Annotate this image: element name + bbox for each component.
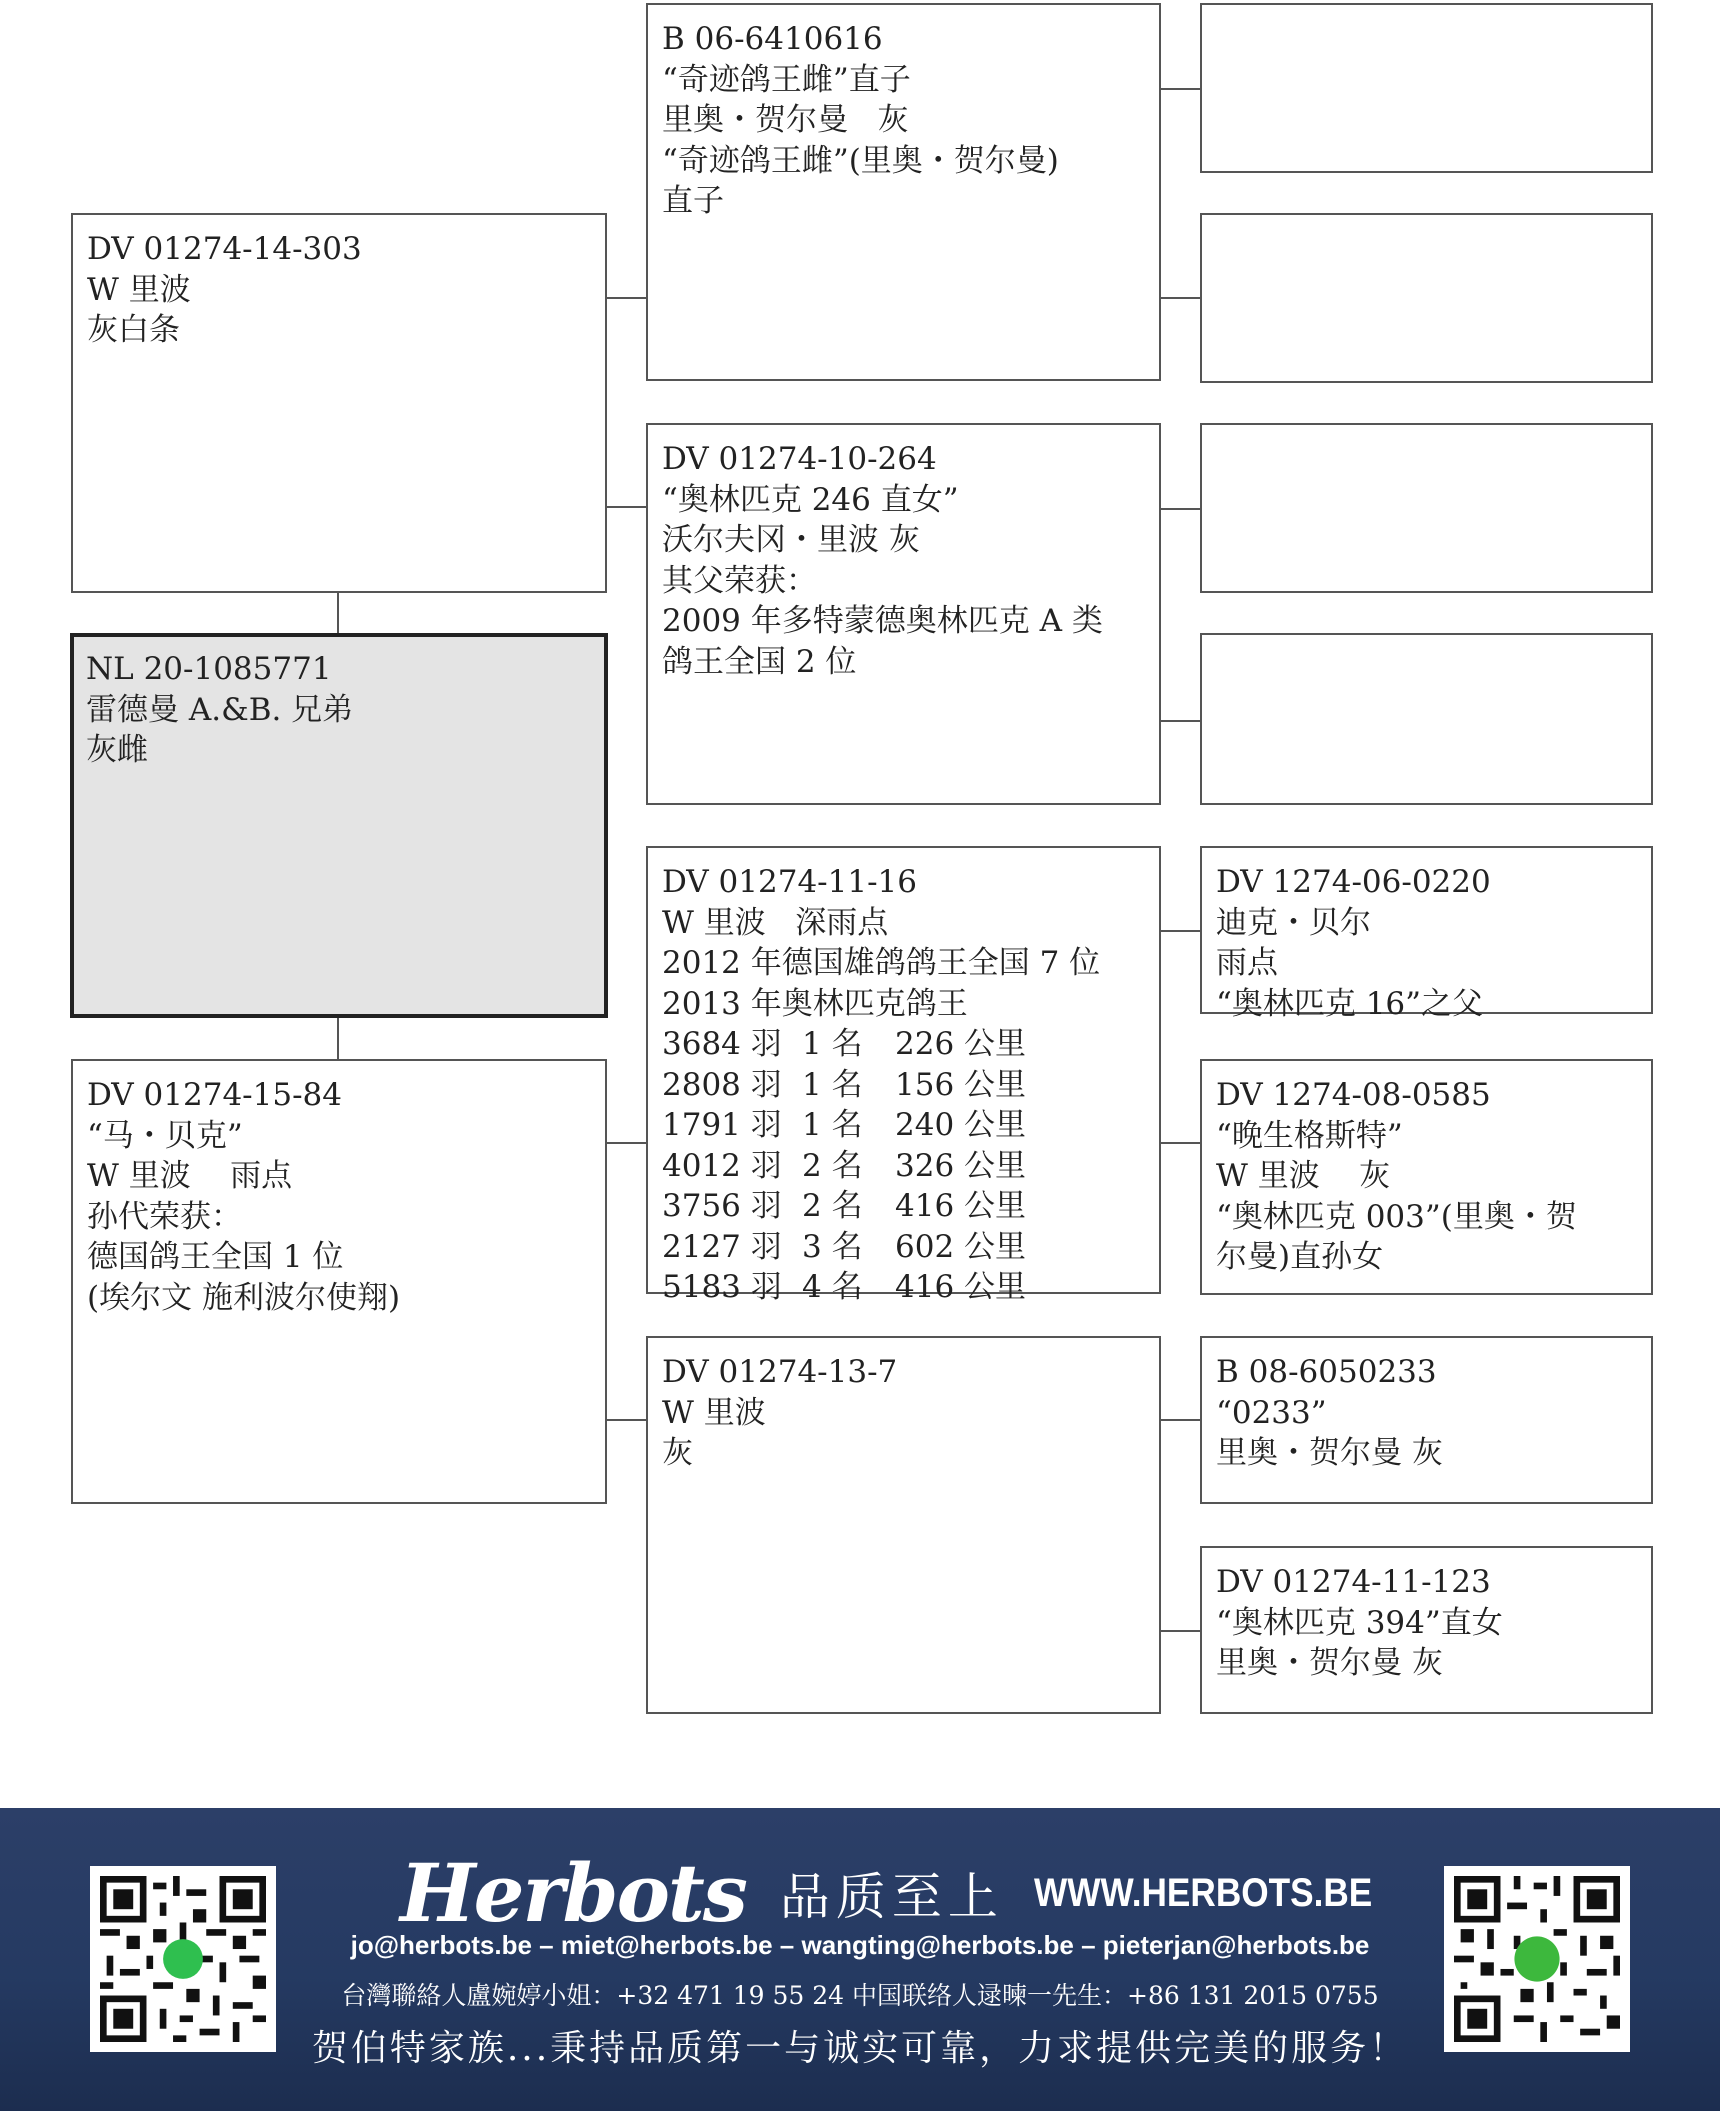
result-row: 1791 羽 1 名 240 公里 xyxy=(662,1107,1027,1143)
subject-ring: NL 20-1085771 xyxy=(86,651,332,687)
sire-dam-note: 2009 年多特蒙德奥林匹克 A 类 xyxy=(662,603,1103,639)
connector xyxy=(606,1419,646,1421)
dam-breeder: W 里波 雨点 xyxy=(87,1158,293,1194)
result-row: 5183 羽 4 名 416 公里 xyxy=(662,1269,1027,1305)
sire-ring: DV 01274-14-303 xyxy=(87,231,362,267)
sire-sire-ring: B 06-6410616 xyxy=(662,21,883,57)
connector xyxy=(606,297,646,299)
sire-dam-note: 鸽王全国 2 位 xyxy=(662,643,857,680)
dam-sire-note: 2012 年德国雄鸽鸽王全国 7 位 xyxy=(662,945,1101,981)
connector xyxy=(1160,930,1200,932)
gen4-ring: DV 01274-11-123 xyxy=(1216,1564,1491,1600)
gen4-ring: DV 1274-06-0220 xyxy=(1216,864,1491,900)
contact-line: 台灣聯絡人盧婉婷小姐：+32 471 19 55 24 中国联络人逯暕一先生：+86 131 2015 0755 xyxy=(341,1981,1379,2010)
connector xyxy=(1160,88,1200,90)
sire-sire-note: “奇迹鸽王雌”(里奥・贺尔曼) xyxy=(662,142,1059,179)
dam-dam-breeder: W 里波 xyxy=(662,1394,766,1431)
sire-breeder: W 里波 xyxy=(87,271,191,308)
connector xyxy=(1160,508,1200,510)
sire-box xyxy=(71,213,607,593)
qr-code-line[interactable] xyxy=(90,1866,276,2052)
result-row: 3684 羽 1 名 226 公里 xyxy=(662,1026,1027,1062)
result-row: 3756 羽 2 名 416 公里 xyxy=(662,1188,1027,1224)
connector xyxy=(1160,1419,1200,1421)
dam-dam-ring: DV 01274-13-7 xyxy=(662,1354,898,1390)
gen4-dam-sire-sire-box xyxy=(1200,846,1653,1022)
qr-code-wechat[interactable] xyxy=(1444,1866,1630,2052)
dam-sire-breeder: W 里波 深雨点 xyxy=(662,904,889,941)
gen4-dam-dam-dam-box xyxy=(1200,1546,1653,1714)
herbots-logo: Herbots xyxy=(400,1846,746,1940)
dam-note: 孙代荣获： xyxy=(87,1198,242,1235)
dam-dam-box xyxy=(646,1336,1161,1714)
subject-breeder: 雷德曼 A.&B. 兄弟 xyxy=(86,691,354,728)
gen4-empty-box xyxy=(1200,633,1653,805)
dam-box xyxy=(71,1059,607,1504)
website-link[interactable]: WWW.HERBOTS.BE xyxy=(1033,1870,1373,1915)
connector xyxy=(1160,297,1200,299)
gen4-breeder: 里奥・贺尔曼 灰 xyxy=(1216,1435,1443,1471)
gen4-ring: DV 1274-08-0585 xyxy=(1216,1077,1491,1113)
gen4-breeder: W 里波 灰 xyxy=(1216,1158,1391,1194)
gen4-empty-box xyxy=(1200,423,1653,593)
dam-name: “马・贝克” xyxy=(87,1117,243,1154)
result-row: 2808 羽 1 名 156 公里 xyxy=(662,1066,1027,1103)
gen4-note: “奥林匹克 16”之父 xyxy=(1216,985,1483,1022)
sire-sire-note: 直子 xyxy=(662,183,724,219)
email-list[interactable]: jo@herbots.be – miet@herbots.be – wangting@herbots.be – pieterjan@herbots.be xyxy=(350,1930,1370,1960)
motto-text: 贺伯特家族...秉持品质第一与诚实可靠，力求提供完美的服务！ xyxy=(311,2028,1409,2069)
subject-box xyxy=(70,633,608,1018)
dam-sire-note: 2013 年奥林匹克鸽王 xyxy=(662,985,968,1022)
gen4-breeder: 里奥・贺尔曼 灰 xyxy=(1216,1645,1443,1681)
gen4-breeder: 迪克・贝尔 xyxy=(1216,904,1371,941)
dam-ring: DV 01274-15-84 xyxy=(87,1077,343,1113)
sire-dam-name: “奥林匹克 246 直女” xyxy=(662,481,959,518)
sire-dam-breeder: 沃尔夫冈・里波 灰 xyxy=(662,522,920,558)
gen4-name: “0233” xyxy=(1216,1394,1327,1431)
sire-sire-name: “奇迹鸽王雌”直子 xyxy=(662,61,911,98)
sire-dam-note: 其父荣获： xyxy=(662,562,817,599)
connector xyxy=(606,1142,646,1144)
brand-bar xyxy=(400,1848,1418,1938)
gen4-dam-sire-dam-box xyxy=(1200,1059,1653,1295)
result-row: 4012 羽 2 名 326 公里 xyxy=(662,1147,1027,1184)
connector xyxy=(1160,720,1200,722)
connector xyxy=(1160,1142,1200,1144)
sire-color: 灰白条 xyxy=(87,312,180,348)
connector xyxy=(337,1017,339,1059)
connector xyxy=(606,506,646,508)
gen4-name: “奥林匹克 394”直女 xyxy=(1216,1604,1503,1641)
subject-color: 灰雌 xyxy=(86,732,148,768)
qr-code-icon xyxy=(1454,1876,1620,2042)
gen4-empty-box xyxy=(1200,3,1653,173)
dam-note: (埃尔文 施利波尔使翔) xyxy=(87,1279,401,1316)
connector xyxy=(337,592,339,634)
sire-sire-breeder: 里奥・贺尔曼 灰 xyxy=(662,102,909,138)
connector xyxy=(1160,1630,1200,1632)
gen4-name: “晚生格斯特” xyxy=(1216,1117,1403,1154)
sire-dam-box xyxy=(646,423,1161,805)
brand-slogan: 品质至上 xyxy=(779,1868,1004,1926)
gen4-empty-box xyxy=(1200,213,1653,383)
wechat-icon xyxy=(1514,1936,1559,1981)
dam-note: 德国鸽王全国 1 位 xyxy=(87,1239,344,1275)
gen4-note: “奥林匹克 003”(里奥・贺 xyxy=(1216,1198,1577,1235)
line-icon xyxy=(163,1939,203,1979)
gen4-note: 尔曼)直孙女 xyxy=(1216,1239,1384,1275)
qr-code-icon xyxy=(100,1876,266,2042)
result-row: 2127 羽 3 名 602 公里 xyxy=(662,1228,1027,1265)
dam-sire-ring: DV 01274-11-16 xyxy=(662,864,918,900)
results-table xyxy=(662,1024,1145,1308)
sire-dam-ring: DV 01274-10-264 xyxy=(662,441,937,477)
footer-banner xyxy=(0,1808,1720,2111)
gen4-color: 雨点 xyxy=(1216,945,1278,981)
dam-dam-color: 灰 xyxy=(662,1435,693,1471)
gen4-dam-dam-sire-box xyxy=(1200,1336,1653,1504)
sire-sire-box xyxy=(646,3,1161,381)
gen4-ring: B 08-6050233 xyxy=(1216,1354,1437,1390)
dam-sire-box xyxy=(646,846,1161,1305)
